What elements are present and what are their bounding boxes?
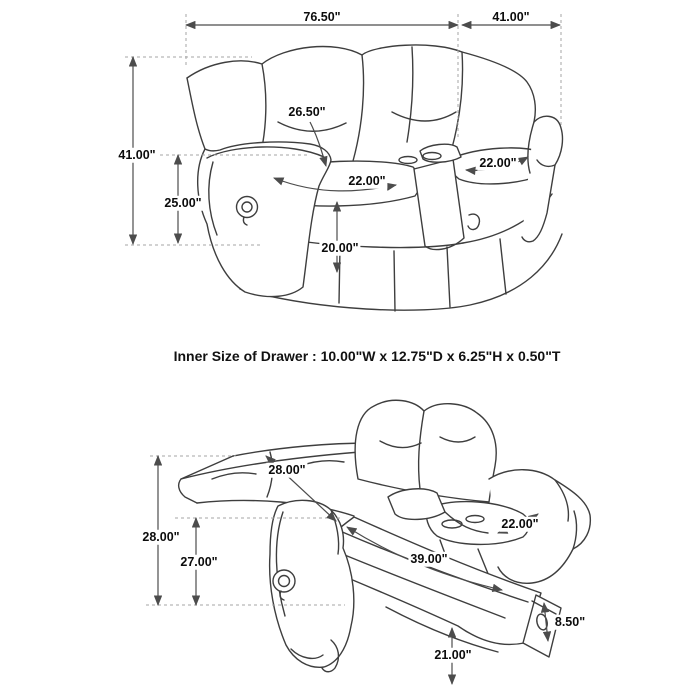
recliner-handle-icon bbox=[468, 214, 479, 229]
reclined-loveseat-drawing bbox=[179, 400, 591, 671]
cup-holder bbox=[399, 157, 417, 164]
dim-overall-height-label: 41.00" bbox=[118, 147, 156, 162]
dim-backrest-length-label: 28.00" bbox=[268, 462, 306, 477]
cup-holder bbox=[442, 520, 462, 528]
dim-overall-width-label: 76.50" bbox=[303, 9, 341, 24]
console-lid bbox=[388, 489, 445, 520]
dim-left-seat-width-label: 22.00" bbox=[348, 173, 386, 188]
dim-reclined-depth-label: 39.00" bbox=[410, 551, 448, 566]
dim-right-seat-width-label: 22.00" bbox=[479, 155, 517, 170]
dim-arm-height-label: 25.00" bbox=[164, 195, 202, 210]
dim-seatback-height-label: 26.50" bbox=[288, 104, 326, 119]
recliner-handle-icon bbox=[237, 197, 258, 218]
recliner-handle-icon bbox=[273, 570, 295, 592]
dim-reclined-seat-width-label: 22.00" bbox=[501, 516, 539, 531]
upright-view-dimensions bbox=[125, 14, 561, 272]
dim-overall-depth-label: 41.00" bbox=[492, 9, 530, 24]
cup-holder bbox=[423, 153, 441, 160]
dim-footrest-pad-label: 8.50" bbox=[554, 614, 586, 629]
dim-seat-height-label: 20.00" bbox=[321, 240, 359, 255]
dim-reclined-height-label: 28.00" bbox=[142, 529, 180, 544]
drawer-note: Inner Size of Drawer : 10.00"W x 12.75"D x 6.25"H x 0.50"T bbox=[173, 348, 561, 364]
cup-holder bbox=[466, 516, 484, 523]
dim-reclined-arm-height-label: 27.00" bbox=[180, 554, 218, 569]
dim-footrest-height-label: 21.00" bbox=[434, 647, 472, 662]
